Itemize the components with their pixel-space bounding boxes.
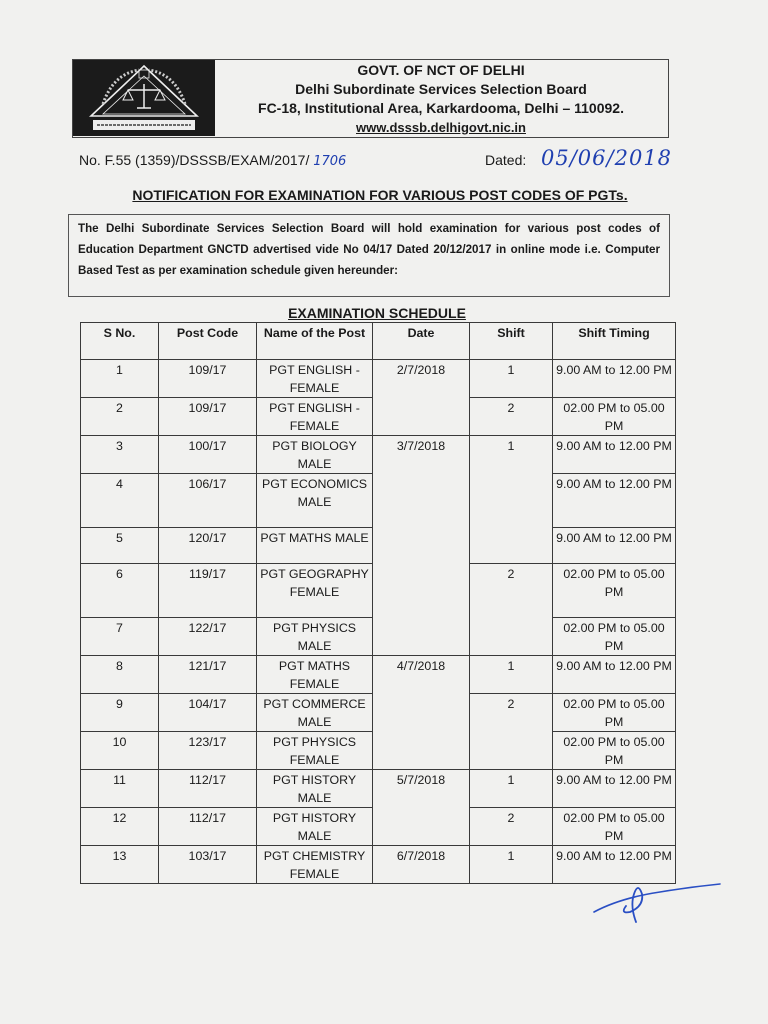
reference-number-text: No. F.55 (1359)/DSSSB/EXAM/2017/ <box>79 152 310 168</box>
sno-cell: 6 <box>81 564 159 618</box>
shift-cell: 1 <box>470 436 553 564</box>
timing-cell: 02.00 PM to 05.00 PM <box>553 694 676 732</box>
header-text <box>215 60 667 136</box>
post-code-cell: 121/17 <box>159 656 257 694</box>
sno-cell: 8 <box>81 656 159 694</box>
shift-cell: 1 <box>470 656 553 694</box>
shift-cell: 2 <box>470 398 553 436</box>
post-code-cell: 122/17 <box>159 618 257 656</box>
post-name-cell: PGT PHYSICS MALE <box>257 618 373 656</box>
post-name-cell: PGT GEOGRAPHY FEMALE <box>257 564 373 618</box>
sno-cell: 12 <box>81 808 159 846</box>
column-header: Name of the Post <box>257 323 373 360</box>
timing-cell: 02.00 PM to 05.00 PM <box>553 732 676 770</box>
date-cell: 4/7/2018 <box>373 656 470 770</box>
sno-cell: 4 <box>81 474 159 528</box>
table-row <box>81 656 676 694</box>
board-address: FC-18, Institutional Area, Karkardooma, Delhi – 110092. <box>258 100 624 116</box>
schedule-title: EXAMINATION SCHEDULE <box>288 305 466 321</box>
shift-cell: 2 <box>470 808 553 846</box>
post-code-cell: 109/17 <box>159 360 257 398</box>
date-cell: 2/7/2018 <box>373 360 470 436</box>
post-code-cell: 119/17 <box>159 564 257 618</box>
post-code-cell: 120/17 <box>159 528 257 564</box>
post-name-cell: PGT ENGLISH - FEMALE <box>257 398 373 436</box>
shift-cell: 2 <box>470 694 553 770</box>
board-name: Delhi Subordinate Services Selection Board <box>295 81 587 97</box>
post-code-cell: 112/17 <box>159 808 257 846</box>
post-name-cell: PGT MATHS FEMALE <box>257 656 373 694</box>
dated-label: Dated: <box>485 152 527 168</box>
shift-cell: 1 <box>470 770 553 808</box>
post-code-cell: 106/17 <box>159 474 257 528</box>
post-name-cell: PGT COMMERCE MALE <box>257 694 373 732</box>
table-header-row <box>81 323 676 360</box>
post-name-cell: PGT BIOLOGY MALE <box>257 436 373 474</box>
column-header: S No. <box>81 323 159 360</box>
shift-cell: 2 <box>470 564 553 656</box>
post-code-cell: 100/17 <box>159 436 257 474</box>
post-name-cell: PGT ENGLISH - FEMALE <box>257 360 373 398</box>
post-name-cell: PGT CHEMISTRY FEMALE <box>257 846 373 884</box>
table-row <box>81 360 676 398</box>
timing-cell: 9.00 AM to 12.00 PM <box>553 360 676 398</box>
shift-cell: 1 <box>470 846 553 884</box>
post-name-cell: PGT HISTORY MALE <box>257 770 373 808</box>
sno-cell: 5 <box>81 528 159 564</box>
timing-cell: 02.00 PM to 05.00 PM <box>553 808 676 846</box>
table-row <box>81 846 676 884</box>
dated-value: 05/06/2018 <box>541 146 673 170</box>
timing-cell: 02.00 PM to 05.00 PM <box>553 618 676 656</box>
column-header: Post Code <box>159 323 257 360</box>
post-name-cell: PGT ECONOMICS MALE <box>257 474 373 528</box>
post-name-cell: PGT MATHS MALE <box>257 528 373 564</box>
dsssb-logo <box>73 60 215 136</box>
notification-title: NOTIFICATION FOR EXAMINATION FOR VARIOUS POST CODES OF PGTs. <box>132 187 628 203</box>
post-name-cell: PGT PHYSICS FEMALE <box>257 732 373 770</box>
timing-cell: 9.00 AM to 12.00 PM <box>553 846 676 884</box>
post-code-cell: 112/17 <box>159 770 257 808</box>
date-cell: 3/7/2018 <box>373 436 470 656</box>
table-row <box>81 770 676 808</box>
website-link[interactable]: www.dsssb.delhigovt.nic.in <box>356 120 526 135</box>
post-code-cell: 123/17 <box>159 732 257 770</box>
timing-cell: 9.00 AM to 12.00 PM <box>553 656 676 694</box>
post-code-cell: 103/17 <box>159 846 257 884</box>
post-code-cell: 104/17 <box>159 694 257 732</box>
reference-handwritten: 1706 <box>313 154 347 169</box>
timing-cell: 9.00 AM to 12.00 PM <box>553 474 676 528</box>
govt-title: GOVT. OF NCT OF DELHI <box>357 62 525 78</box>
signature-mark <box>590 876 725 924</box>
date-cell: 6/7/2018 <box>373 846 470 884</box>
timing-cell: 02.00 PM to 05.00 PM <box>553 398 676 436</box>
date-cell: 5/7/2018 <box>373 770 470 846</box>
sno-cell: 10 <box>81 732 159 770</box>
intro-paragraph: The Delhi Subordinate Services Selection Board will hold examination for various post codes of Education Department GNCTD advertised vide No 04/17 Dated 20/12/2017 in online mode i.e. Computer Based Test as per examination schedule given hereunder: <box>78 222 660 277</box>
timing-cell: 9.00 AM to 12.00 PM <box>553 528 676 564</box>
sno-cell: 13 <box>81 846 159 884</box>
post-code-cell: 109/17 <box>159 398 257 436</box>
sno-cell: 11 <box>81 770 159 808</box>
sno-cell: 3 <box>81 436 159 474</box>
timing-cell: 9.00 AM to 12.00 PM <box>553 770 676 808</box>
timing-cell: 9.00 AM to 12.00 PM <box>553 436 676 474</box>
shift-cell: 1 <box>470 360 553 398</box>
table-row <box>81 436 676 474</box>
sno-cell: 7 <box>81 618 159 656</box>
schedule-table <box>80 322 676 884</box>
sno-cell: 2 <box>81 398 159 436</box>
column-header: Shift <box>470 323 553 360</box>
post-name-cell: PGT HISTORY MALE <box>257 808 373 846</box>
sno-cell: 9 <box>81 694 159 732</box>
emblem-icon <box>73 60 215 136</box>
column-header: Shift Timing <box>553 323 676 360</box>
sno-cell: 1 <box>81 360 159 398</box>
column-header: Date <box>373 323 470 360</box>
timing-cell: 02.00 PM to 05.00 PM <box>553 564 676 618</box>
reference-number <box>79 152 346 169</box>
